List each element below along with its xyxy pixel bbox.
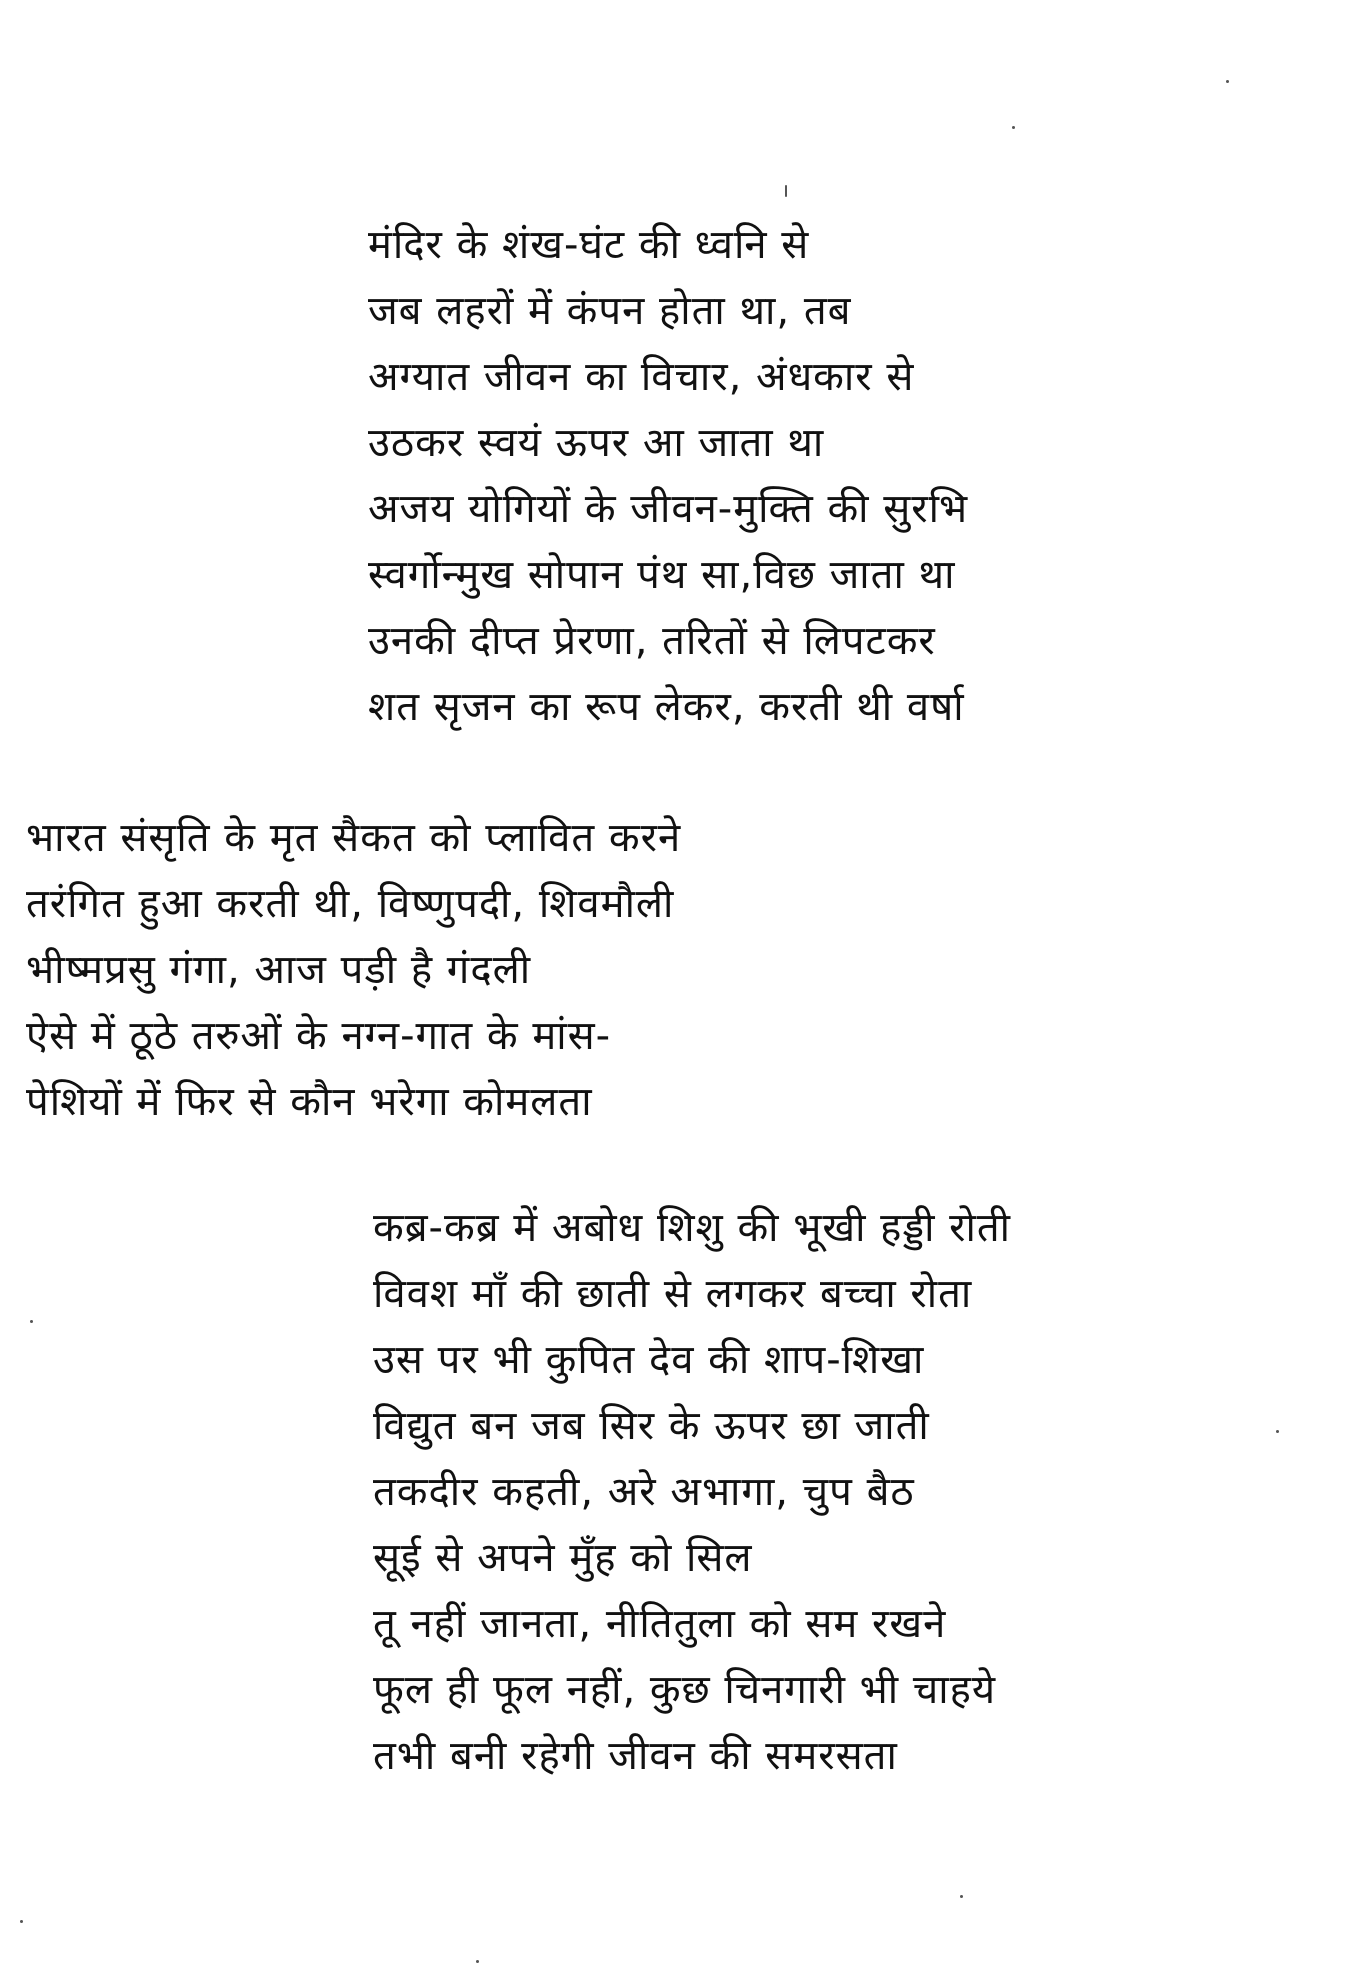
poem-stanza-1 [368,212,1088,740]
poem-line: कब्र-कब्र में अबोध शिशु की भूखी हड्डी रोती [373,1205,1012,1251]
poem-line: भीष्मप्रसु गंगा, आज पड़ी है गंदली [26,947,532,993]
poem-line: विद्युत बन जब सिर के ऊपर छा जाती [373,1403,930,1449]
poem-line: अग्यात जीवन का विचार, अंधकार से [368,354,915,400]
scan-speck [1226,80,1229,83]
poem-line: पेशियों में फिर से कौन भरेगा कोमलता [26,1079,593,1125]
scan-speck [476,1960,479,1963]
poem-line: अजय योगियों के जीवन-मुक्ति की सुरभि [368,486,969,532]
poem-line: भारत संसृति के मृत सैकत को प्लावित करने [26,815,682,861]
poem-line: तू नहीं जानता, नीतितुला को सम रखने [373,1601,947,1647]
poem-line: विवश माँ की छाती से लगकर बच्चा रोता [373,1271,973,1317]
scan-speck [1276,1430,1279,1433]
scan-speck [1012,126,1015,129]
scan-speck [20,1920,23,1923]
poem-line: तकदीर कहती, अरे अभागा, चुप बैठ [373,1469,915,1515]
poem-line: मंदिर के शंख-घंट की ध्वनि से [368,222,810,268]
scan-speck [30,1320,33,1323]
poem-line: तरंगित हुआ करती थी, विष्णुपदी, शिवमौली [26,881,675,927]
poem-line: फूल ही फूल नहीं, कुछ चिनगारी भी चाहये [373,1667,997,1713]
poem-line: जब लहरों में कंपन होता था, तब [368,288,852,334]
poem-line: स्वर्गोन्मुख सोपान पंथ सा,विछ जाता था [368,552,956,598]
poem-line: ऐसे में ठूठे तरुओं के नग्न-गात के मांस- [26,1013,612,1059]
poem-stanza-2 [26,805,746,1135]
scan-speck [960,1895,963,1898]
poem-line: शत सृजन का रूप लेकर, करती थी वर्षा [368,684,965,730]
scan-speck [785,185,787,197]
poem-line: उस पर भी कुपित देव की शाप-शिखा [373,1337,925,1383]
poem-line: उनकी दीप्त प्रेरणा, तरितों से लिपटकर [368,618,936,664]
poem-line: उठकर स्वयं ऊपर आ जाता था [368,420,825,466]
poem-line: तभी बनी रहेगी जीवन की समरसता [373,1733,898,1779]
poem-stanza-3 [373,1195,1093,1789]
poem-line: सूई से अपने मुँह को सिल [373,1535,753,1581]
